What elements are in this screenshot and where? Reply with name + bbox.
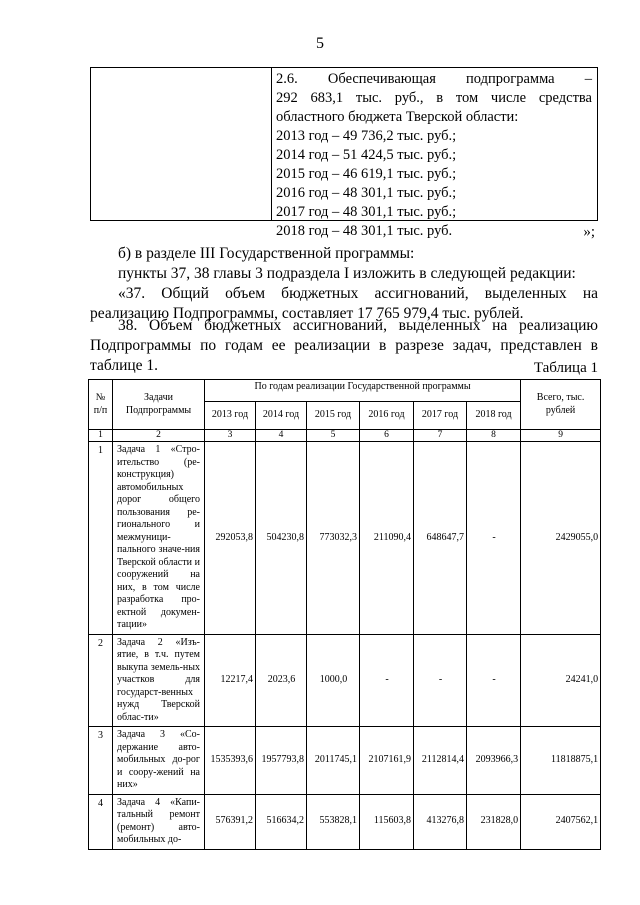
header-years-group: По годам реализации Государственной программы xyxy=(205,380,521,402)
total-cell: 24241,0 xyxy=(521,634,601,727)
header-year: 2014 год xyxy=(256,402,307,430)
table-row xyxy=(89,794,601,849)
subprogram-line: 2016 год – 48 301,1 тыс. руб.; xyxy=(276,185,457,201)
value-cell: - xyxy=(360,634,414,727)
paragraph-text: пункты 37, 38 главы 3 подраздела I изложить в следующей редакции: xyxy=(118,265,576,282)
value-cell: 773032,3 xyxy=(307,442,360,635)
index-cell: 8 xyxy=(467,430,521,442)
paragraph-text: «37. Общий объем бюджетных ассигнований, выделенных на xyxy=(118,285,598,302)
closing-quote: »; xyxy=(583,224,595,240)
task-cell: Задача 2 «Изъ-ятие, в т.ч. путем выкупа земель-ных участков для государст-венных нужд Тверской облас-ти» xyxy=(113,634,205,727)
table-caption: Таблица 1 xyxy=(533,360,598,376)
table-divider xyxy=(271,68,272,220)
value-cell: 576391,2 xyxy=(205,794,256,849)
subprogram-line: областного бюджета Тверской области: xyxy=(276,109,519,125)
index-cell: 3 xyxy=(205,430,256,442)
row-num: 1 xyxy=(89,442,113,635)
value-cell: 2011745,1 xyxy=(307,727,360,795)
value-cell: 2107161,9 xyxy=(360,727,414,795)
subprogram-line: 2.6. Обеспечивающая подпрограмма – xyxy=(276,71,592,87)
header-total: Всего, тыс. рублей xyxy=(521,380,601,430)
row-num: 2 xyxy=(89,634,113,727)
subprogram-line: 2017 год – 48 301,1 тыс. руб.; xyxy=(276,204,457,220)
header-year: 2017 год xyxy=(414,402,467,430)
row-num: 4 xyxy=(89,794,113,849)
paragraph-text: 38. Объем бюджетных ассигнований, выделенных на реализацию xyxy=(118,317,598,334)
header-year: 2013 год xyxy=(205,402,256,430)
budget-table xyxy=(88,379,601,850)
paragraph-text: таблице 1. xyxy=(90,357,159,374)
continuation-table xyxy=(90,67,598,239)
value-cell: 553828,1 xyxy=(307,794,360,849)
paragraph-text: б) в разделе III Государственной программы: xyxy=(118,245,415,262)
total-cell: 11818875,1 xyxy=(521,727,601,795)
page-number: 5 xyxy=(316,35,324,52)
index-cell: 2 xyxy=(113,430,205,442)
value-cell: 1957793,8 xyxy=(256,727,307,795)
value-cell: 2093966,3 xyxy=(467,727,521,795)
value-cell: 292053,8 xyxy=(205,442,256,635)
header-year: 2016 год xyxy=(360,402,414,430)
row-num: 3 xyxy=(89,727,113,795)
table-row xyxy=(89,727,601,795)
paragraph-38 xyxy=(90,316,598,376)
value-cell: 1000,0 xyxy=(307,634,360,727)
index-cell: 1 xyxy=(89,430,113,442)
table-row xyxy=(89,442,601,635)
task-cell: Задача 3 «Со-держание авто-мобильных до-рог и соору-жений на них» xyxy=(113,727,205,795)
table-row xyxy=(89,634,601,727)
subprogram-line: 2013 год – 49 736,2 тыс. руб.; xyxy=(276,128,457,144)
header-year: 2015 год xyxy=(307,402,360,430)
paragraph-text: Подпрограммы по годам ее реализации в разрезе задач, представлен в xyxy=(90,337,598,354)
value-cell: 2112814,4 xyxy=(414,727,467,795)
value-cell: 12217,4 xyxy=(205,634,256,727)
value-cell: 2023,6 xyxy=(256,634,307,727)
index-cell: 9 xyxy=(521,430,601,442)
value-cell: 413276,8 xyxy=(414,794,467,849)
value-cell: - xyxy=(414,634,467,727)
total-cell: 2407562,1 xyxy=(521,794,601,849)
value-cell: 516634,2 xyxy=(256,794,307,849)
value-cell: - xyxy=(467,442,521,635)
task-cell: Задача 1 «Стро-ительство (ре-конструкция) автомобильных дорог общего пользования ре-гионального и межмуници-пального значе-ния Тверской области и сооружений на них, в том числе разработка про-ектной докумен-тации» xyxy=(113,442,205,635)
value-cell: 115603,8 xyxy=(360,794,414,849)
subprogram-line: 292 683,1 тыс. руб., в том числе средства xyxy=(276,90,592,106)
paragraph-text: реализацию Подпрограммы, составляет 17 765 979,4 тыс. рублей. xyxy=(90,305,524,322)
index-cell: 7 xyxy=(414,430,467,442)
subprogram-2-6-block xyxy=(276,70,592,241)
index-cell: 5 xyxy=(307,430,360,442)
index-cell: 4 xyxy=(256,430,307,442)
value-cell: 231828,0 xyxy=(467,794,521,849)
value-cell: 211090,4 xyxy=(360,442,414,635)
subprogram-line: 2015 год – 46 619,1 тыс. руб.; xyxy=(276,166,457,182)
paragraph-b xyxy=(90,244,598,264)
header-tasks: Задачи Подпрограммы xyxy=(113,380,205,430)
total-cell: 2429055,0 xyxy=(521,442,601,635)
subprogram-line: 2014 год – 51 424,5 тыс. руб.; xyxy=(276,147,457,163)
header-year: 2018 год xyxy=(467,402,521,430)
header-num: № п/п xyxy=(89,380,113,430)
task-cell: Задача 4 «Капи-тальный ремонт (ремонт) авто-мобильных до- xyxy=(113,794,205,849)
index-cell: 6 xyxy=(360,430,414,442)
value-cell: 1535393,6 xyxy=(205,727,256,795)
value-cell: 648647,7 xyxy=(414,442,467,635)
column-index-row xyxy=(89,430,601,442)
subprogram-line: 2018 год – 48 301,1 тыс. руб. xyxy=(276,223,453,239)
value-cell: 504230,8 xyxy=(256,442,307,635)
value-cell: - xyxy=(467,634,521,727)
